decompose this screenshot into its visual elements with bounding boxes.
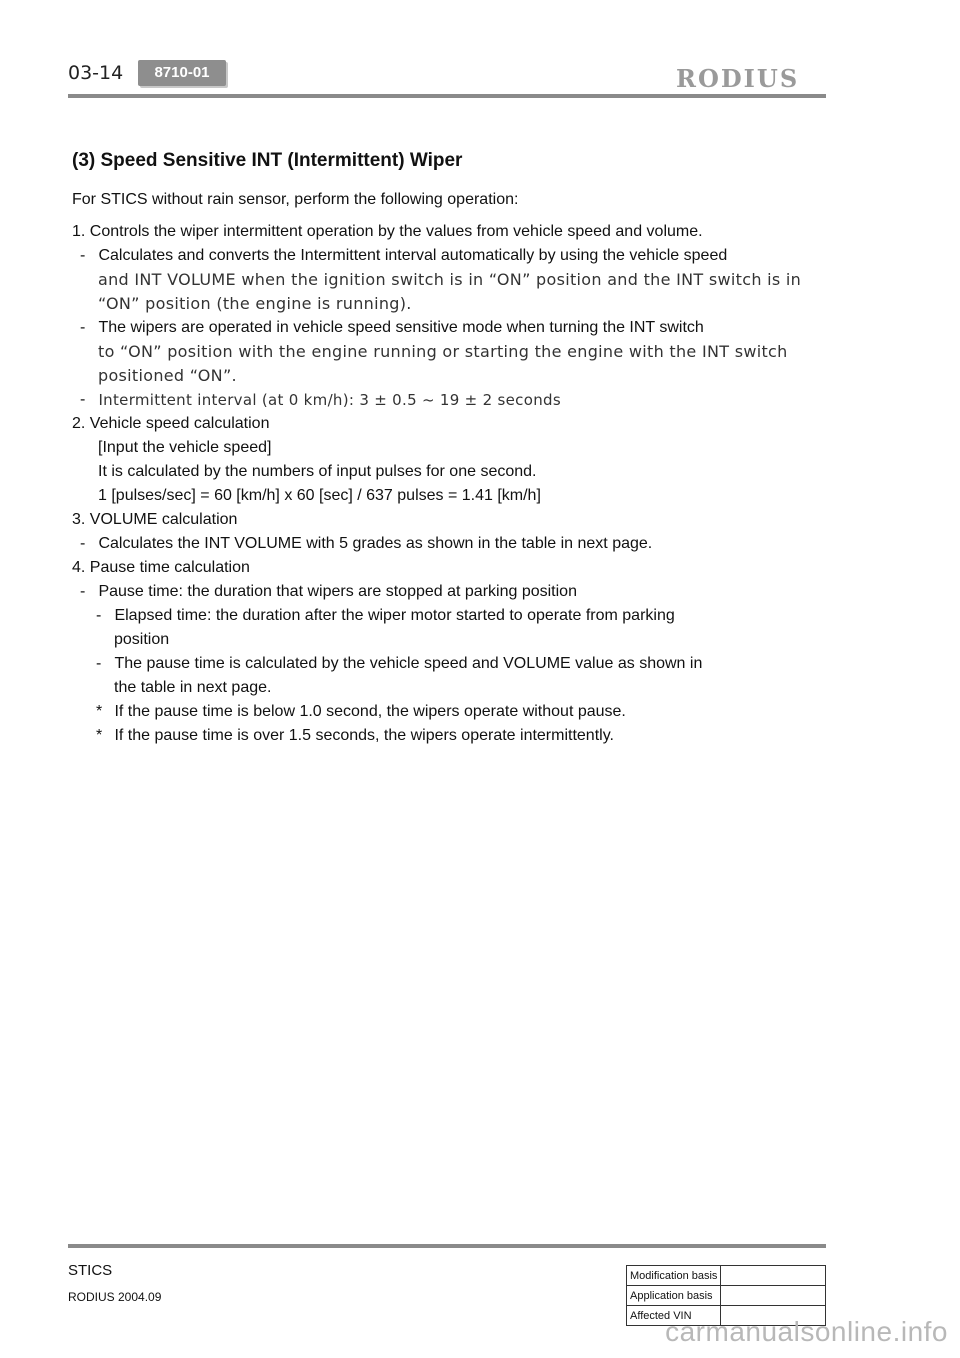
table-row: [627, 1266, 826, 1286]
list-text: Controls the wiper intermittent operation by the values from vehicle speed and volume.: [89, 223, 703, 240]
dash-mark: -: [80, 583, 86, 600]
page-number: 03-14: [68, 62, 124, 84]
sub-bullet-text: The pause time is calculated by the vehicle speed and VOLUME value as shown in: [114, 655, 703, 672]
list-item-1: [72, 220, 832, 244]
footer-title: STICS: [68, 1262, 113, 1279]
bullet-continuation: “ON” position (the engine is running).: [98, 294, 412, 313]
bullet: [72, 388, 832, 412]
bullet: [72, 244, 832, 268]
note: [72, 724, 832, 748]
bullet: [72, 316, 832, 340]
list-number: 2.: [72, 415, 86, 432]
table-value: [721, 1286, 826, 1306]
dash-mark: -: [80, 535, 86, 552]
list-text: VOLUME calculation: [89, 511, 238, 528]
sub-bullet-continuation: the table in next page.: [114, 679, 272, 696]
bullet-text: Intermittent interval (at 0 km/h): 3 ± 0.5 ~ 19 ± 2 seconds: [98, 391, 561, 409]
footer-divider: [68, 1244, 826, 1248]
note-text: If the pause time is over 1.5 seconds, the wipers operate intermittently.: [114, 727, 614, 744]
table-label: Affected VIN: [627, 1306, 721, 1326]
table-row: [627, 1286, 826, 1306]
dash-mark: -: [96, 655, 102, 672]
note-text: If the pause time is below 1.0 second, the wipers operate without pause.: [114, 703, 626, 720]
sub-bullet-continuation: position: [114, 631, 170, 648]
table-value: [721, 1266, 826, 1286]
bullet-continuation: to “ON” position with the engine running or starting the engine with the INT switch: [98, 342, 788, 361]
dash-mark: -: [80, 319, 86, 336]
dash-mark: -: [96, 607, 102, 624]
bullet-text: The wipers are operated in vehicle speed sensitive mode when turning the INT switch: [98, 319, 704, 336]
brand-logo: RODIUS: [676, 64, 800, 93]
sub-bullet: [72, 604, 832, 628]
asterisk-mark: *: [96, 727, 103, 744]
bullet-text: Calculates the INT VOLUME with 5 grades as shown in the table in next page.: [98, 535, 653, 552]
list-text: Pause time calculation: [89, 559, 250, 576]
page-content: [72, 150, 832, 748]
sub-bullet-text: Elapsed time: the duration after the wiper motor started to operate from parking: [114, 607, 675, 624]
watermark: carmanualsonline.info: [665, 1316, 948, 1347]
dash-mark: -: [80, 391, 86, 408]
dash-mark: -: [80, 247, 86, 264]
bullet-text: Pause time: the duration that wipers are stopped at parking position: [98, 583, 577, 600]
table-label: Application basis: [627, 1286, 721, 1306]
bullet: [72, 532, 832, 556]
list-number: 3.: [72, 511, 86, 528]
footer-subtitle: RODIUS 2004.09: [68, 1290, 162, 1304]
list-item-4: [72, 556, 832, 580]
formula-line: 1 [pulses/sec] = 60 [km/h] x 60 [sec] / 637 pulses = 1.41 [km/h]: [98, 487, 541, 504]
header-divider: [68, 94, 826, 98]
section-title: (3) Speed Sensitive INT (Intermittent) Wiper: [72, 150, 463, 171]
section-code-badge: 8710-01: [138, 60, 226, 86]
sub-bullet: [72, 652, 832, 676]
paragraph-line: [Input the vehicle speed]: [98, 439, 272, 456]
list-item-2: [72, 412, 832, 436]
paragraph-line: It is calculated by the numbers of input pulses for one second.: [98, 463, 537, 480]
list-number: 4.: [72, 559, 86, 576]
asterisk-mark: *: [96, 703, 103, 720]
list-number: 1.: [72, 223, 86, 240]
bullet-continuation: positioned “ON”.: [98, 366, 237, 385]
bullet-continuation: and INT VOLUME when the ignition switch is in “ON” position and the INT switch is in: [98, 270, 802, 289]
bullet: [72, 580, 832, 604]
list-item-3: [72, 508, 832, 532]
intro-paragraph: For STICS without rain sensor, perform the following operation:: [72, 191, 519, 208]
bullet-text: Calculates and converts the Intermittent interval automatically by using the vehicle speed: [98, 247, 728, 264]
list-text: Vehicle speed calculation: [89, 415, 270, 432]
note: [72, 700, 832, 724]
table-label: Modification basis: [627, 1266, 721, 1286]
